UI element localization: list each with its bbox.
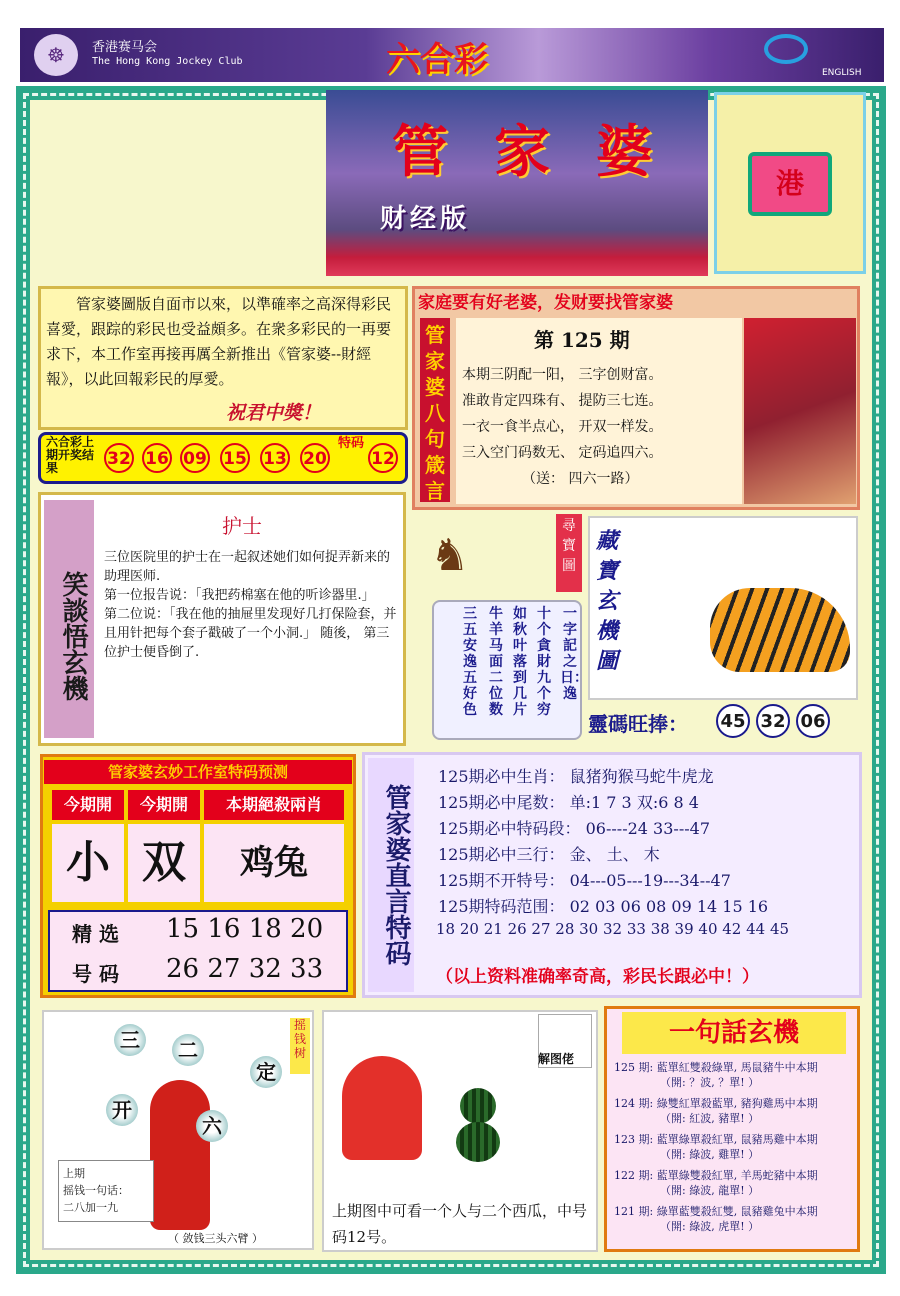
issue-line: 一衣一食半点心， 开双一样发。 bbox=[462, 419, 663, 435]
direct-tips-vertical: 管家婆直言特码 bbox=[368, 758, 414, 992]
issue-number: 第 125 期 bbox=[534, 328, 630, 352]
scroll-column: 一字記之日：逸 bbox=[560, 606, 588, 702]
riddle-answer: （開: 紅波, 豬單! ） bbox=[660, 1112, 760, 1125]
riddle-answer: （開: 綠波, 雞單! ） bbox=[660, 1148, 760, 1161]
tree-fruit: 定 bbox=[250, 1056, 282, 1088]
man-illustration bbox=[342, 1056, 422, 1160]
riddle-title: 一句話玄機 bbox=[622, 1012, 846, 1054]
tip-line: 125期特码范围： 02 03 06 08 09 14 15 16 bbox=[438, 897, 769, 916]
result-ball: 09 bbox=[180, 443, 210, 473]
tip-line: 125期必中尾数： 单:1 7 3 双:6 8 4 bbox=[438, 793, 699, 812]
riddle-line: 124 期: 綠雙紅單殺藍單, 豬狗雞馬中本期 bbox=[614, 1097, 818, 1110]
riddle-line: 125 期: 藍單紅雙殺綠單, 馬鼠豬牛中本期 bbox=[614, 1061, 818, 1074]
treasure-map-label: 尋寶圖 bbox=[556, 514, 582, 592]
riddle-line: 122 期: 藍單綠雙殺紅單, 羊馬蛇豬中本期 bbox=[614, 1169, 818, 1182]
org-name-en: The Hong Kong Jockey Club bbox=[92, 56, 243, 67]
watermelon-icon bbox=[456, 1122, 500, 1162]
result-ball: 32 bbox=[104, 443, 134, 473]
riddle-answer: （開: 綠波, 虎單! ） bbox=[660, 1220, 760, 1233]
picks-label: 号 码 bbox=[72, 962, 119, 986]
tip-line: 125期必中生肖： 鼠猪狗猴马蛇牛虎龙 bbox=[438, 767, 714, 786]
tip-line: 18 20 21 26 27 28 30 32 33 38 39 40 42 44 45 bbox=[436, 920, 790, 938]
issue-line: 准敢肯定四珠有、 提防三七连。 bbox=[462, 393, 663, 409]
issue-slogan: 家庭要有好老婆，发财要找管家婆 bbox=[418, 293, 673, 313]
watermelon-icon bbox=[460, 1088, 496, 1124]
bride-image bbox=[744, 318, 856, 504]
intro-text: 管家婆圖版自面市以來，以準確率之高深得彩民喜愛，跟踪的彩民也受益頗多。在衆多彩民的一再要求下，本工作室再接再厲全新推出《管家婆--財經報》，以此回報彩民的厚愛。 bbox=[46, 295, 392, 388]
banner-title: 管家婆 bbox=[392, 119, 698, 185]
english-link-icon[interactable] bbox=[764, 34, 808, 64]
result-ball: 13 bbox=[260, 443, 290, 473]
big-small-value: 小 bbox=[52, 824, 124, 902]
scroll-column: 牛羊马面二位数 bbox=[489, 606, 503, 718]
eight-sayings-label: 管家婆八句箴言 bbox=[420, 318, 450, 502]
english-link[interactable]: ENGLISH bbox=[822, 68, 862, 78]
org-name-cn: 香港赛马会 bbox=[92, 40, 158, 55]
lucky-ball: 45 bbox=[716, 704, 750, 738]
col-header: 本期絕殺兩肖 bbox=[204, 790, 344, 820]
lucky-ball: 06 bbox=[796, 704, 830, 738]
scroll-column: 三五安逸五好色 bbox=[463, 606, 477, 718]
lucky-ball: 32 bbox=[756, 704, 790, 738]
lantern-icon: 港 bbox=[748, 152, 832, 216]
special-ball: 12 bbox=[368, 443, 398, 473]
killed-zodiacs: 鸡兔 bbox=[204, 824, 344, 902]
issue-line: （送： 四六一路） bbox=[522, 471, 639, 487]
odd-even-value: 双 bbox=[128, 824, 200, 902]
tree-note-line: 二八加一九 bbox=[63, 1201, 118, 1214]
tree-fruit: 二 bbox=[172, 1034, 204, 1066]
prediction-header: 管家婆玄妙工作室特码预测 bbox=[44, 760, 352, 784]
picks-row: 15 16 18 20 bbox=[166, 914, 324, 944]
tree-note-title: 上期 bbox=[63, 1167, 85, 1180]
results-label: 六合彩上期开奖结果 bbox=[46, 435, 95, 475]
direct-note: （以上资料准确率奇高，彩民长跟必中！） bbox=[436, 967, 759, 987]
riddle-line: 121 期: 綠單藍雙殺紅雙, 鼠豬雞兔中本期 bbox=[614, 1205, 818, 1218]
scroll-column: 如秋叶落到几片 bbox=[513, 606, 527, 718]
issue-line: 三入空门码数无、 定码追四六。 bbox=[462, 445, 663, 461]
riddle-line: 123 期: 藍單綠單殺紅單, 鼠豬馬雞中本期 bbox=[614, 1133, 818, 1146]
col-header: 今期開 bbox=[128, 790, 200, 820]
lucky-numbers-label: 靈碼旺捧： bbox=[588, 712, 688, 736]
banner-subtitle: 财经版 bbox=[380, 204, 471, 234]
money-tree-tag: 摇钱树 bbox=[290, 1018, 310, 1074]
col-header: 今期開 bbox=[52, 790, 124, 820]
scroll-column: 十个貪財九个穷 bbox=[537, 606, 551, 718]
racehorse-icon: ♞ bbox=[430, 530, 470, 581]
intro-wish: 祝君中獎！ bbox=[226, 402, 322, 424]
result-ball: 20 bbox=[300, 443, 330, 473]
tree-note-line: 摇钱一句话： bbox=[63, 1184, 129, 1197]
issue-lines bbox=[462, 362, 742, 492]
tree-fruit: 三 bbox=[114, 1024, 146, 1056]
decoder-label: 解图佬 bbox=[538, 1052, 575, 1066]
joke-title: 护士 bbox=[222, 514, 262, 538]
joke-text: 三位医院里的护士在一起叙述她们如何捉弄新来的助理医师. 第一位报告说：「我把药棉塞在他的听诊器里.」 第二位说：「我在他的抽屉里发现好几打保险套，并且用针把每个套子戳破了一个小洞.」 随後， 第三位护士便昏倒了. bbox=[104, 550, 397, 660]
special-label: 特码 bbox=[338, 436, 365, 451]
result-ball: 15 bbox=[220, 443, 250, 473]
tree-note bbox=[58, 1160, 154, 1222]
tip-line: 125期不开特号： 04---05---19---34--47 bbox=[438, 871, 731, 890]
riddle-answer: （開: 綠波, 龍單! ） bbox=[660, 1184, 760, 1197]
money-tree-illustration bbox=[150, 1080, 210, 1230]
tip-line: 125期必中特码段： 06----24 33---47 bbox=[438, 819, 710, 838]
riddle-answer: （開: ？波, ？單! ） bbox=[660, 1076, 760, 1089]
jockey-club-logo[interactable]: ☸ bbox=[34, 34, 78, 76]
treasure-title: 藏寶玄機圖 bbox=[596, 528, 619, 674]
tip-line: 125期必中三行： 金、 土、 木 bbox=[438, 845, 660, 864]
joke-vertical-title: 笑談悟玄機 bbox=[44, 500, 94, 738]
tree-caption: （ 敛钱三头六臂 ） bbox=[168, 1232, 263, 1245]
tree-fruit: 开 bbox=[106, 1094, 138, 1126]
picks-row: 26 27 32 33 bbox=[166, 954, 324, 984]
figure-caption: 上期图中可看一个人与二个西瓜，中号码12号。 bbox=[332, 1202, 588, 1246]
issue-line: 本期三阴配一阳， 三字创财富。 bbox=[462, 367, 663, 383]
mark-six-title: 六合彩 bbox=[386, 40, 488, 80]
result-ball: 16 bbox=[142, 443, 172, 473]
picks-label: 精 选 bbox=[72, 922, 119, 946]
tree-fruit: 六 bbox=[196, 1110, 228, 1142]
